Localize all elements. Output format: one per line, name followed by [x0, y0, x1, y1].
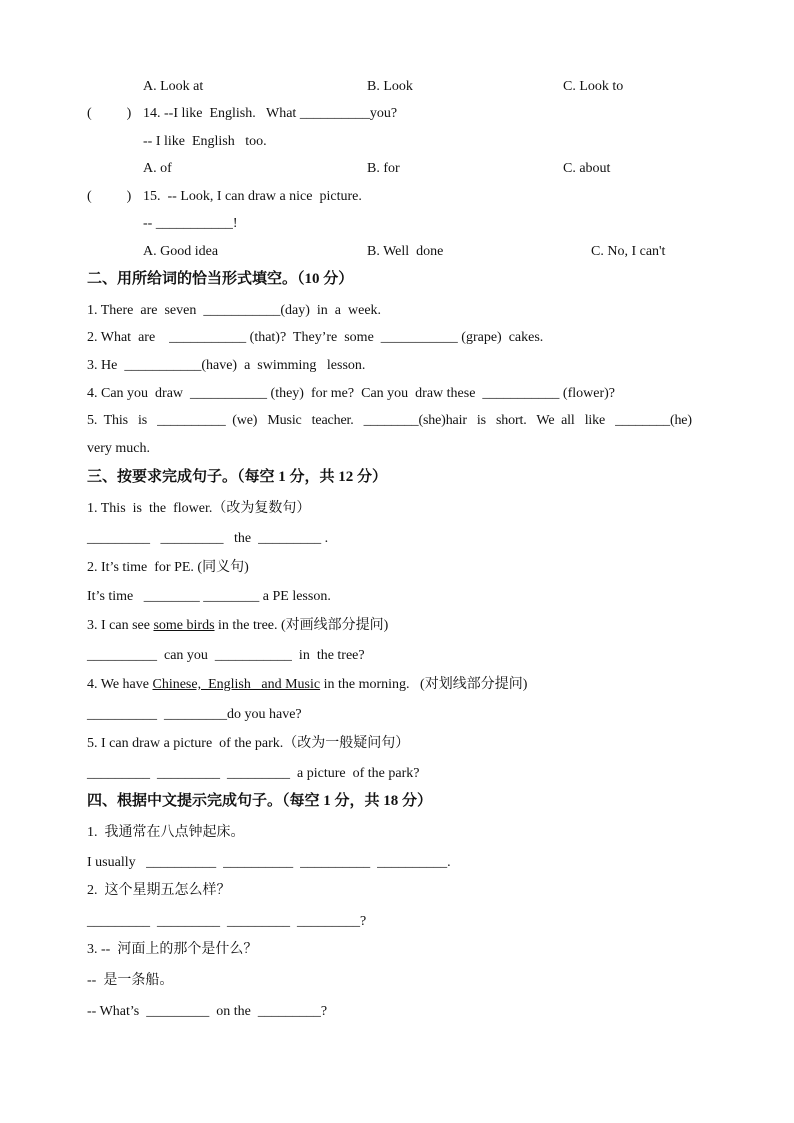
section3-q1: 1. This is the flower.（改为复数句）	[87, 501, 311, 516]
section3-q2-answer: It’s time ________ ________ a PE lesson.	[87, 589, 331, 604]
section4-heading: 四、根据中文提示完成句子。（每空 1 分，共 18 分）	[87, 793, 433, 809]
section3-q3-answer: __________ can you ___________ in the tree?	[87, 648, 365, 663]
section3-q4-answer: __________ _________do you have?	[87, 707, 302, 722]
q14-option-b: B. for	[367, 161, 400, 176]
section3-q3	[87, 617, 388, 635]
section2-heading: 二、用所给词的恰当形式填空。（10 分）	[87, 271, 354, 287]
section3-q4-underlined: Chinese, English and Music	[152, 677, 321, 692]
section3-q1-answer: _________ _________ the _________ .	[87, 531, 329, 546]
section3-q3-suffix: in the tree. (对画线部分提问)	[214, 618, 389, 633]
q15-dialogue: -- ___________!	[143, 216, 238, 231]
section2-item-5: 5. This is __________ (we) Music teacher. ________(she)hair is short. We all like ________(he)	[87, 413, 692, 428]
section4-q3: 3. -- 河面上的那个是什么？	[87, 942, 258, 957]
section2-item-5-continued: very much.	[87, 441, 150, 456]
q15-option-b: B. Well done	[367, 244, 444, 259]
section2-item-2: 2. What are ___________ (that)? They’re some ___________ (grape) cakes.	[87, 330, 544, 345]
section3-q4-suffix: in the morning. (对划线部分提问)	[320, 677, 528, 692]
q13-option-a: A. Look at	[143, 79, 204, 94]
q13-option-b: B. Look	[367, 79, 413, 94]
section2-item-1: 1. There are seven ___________(day) in a week.	[87, 303, 382, 318]
q15-question: 15. -- Look, I can draw a nice picture.	[143, 189, 362, 204]
section2-item-4: 4. Can you draw ___________ (they) for me? Can you draw these ___________ (flower)?	[87, 386, 615, 401]
section4-q2-answer: _________ _________ _________ _________?	[87, 914, 367, 929]
section3-q4-prefix: 4. We have	[87, 677, 153, 692]
section4-q2: 2. 这个星期五怎么样？	[87, 883, 231, 898]
q14-question: 14. --I like English. What __________you?	[143, 106, 398, 121]
q14-option-a: A. of	[143, 161, 172, 176]
section3-q5: 5. I can draw a picture of the park.（改为一般疑问句）	[87, 736, 410, 751]
q13-option-c: C. Look to	[563, 79, 624, 94]
q15-answer-paren: ( )	[87, 189, 132, 204]
section4-q1: 1. 我通常在八点钟起床。	[87, 825, 245, 840]
q14-option-c: C. about	[563, 161, 611, 176]
section3-q4	[87, 676, 527, 694]
section2-item-3: 3. He ___________(have) a swimming lesson.	[87, 358, 366, 373]
section4-q3-answer: -- What’s _________ on the _________?	[87, 1004, 328, 1019]
section3-q2: 2. It’s time for PE. (同义句)	[87, 560, 249, 575]
section3-q5-answer: _________ _________ _________ a picture of the park?	[87, 766, 420, 781]
section3-heading: 三、按要求完成句子。（每空 1 分，共 12 分）	[87, 469, 388, 485]
q15-option-a: A. Good idea	[143, 244, 219, 259]
q14-dialogue: -- I like English too.	[143, 134, 267, 149]
section4-q3-reply: -- 是一条船。	[87, 973, 174, 988]
q14-answer-paren: ( )	[87, 106, 132, 121]
section3-q3-underlined: some birds	[153, 618, 215, 633]
section4-q1-answer: I usually __________ __________ __________ __________.	[87, 855, 451, 870]
q15-option-c: C. No, I can't	[591, 244, 666, 259]
section3-q3-prefix: 3. I can see	[87, 618, 154, 633]
